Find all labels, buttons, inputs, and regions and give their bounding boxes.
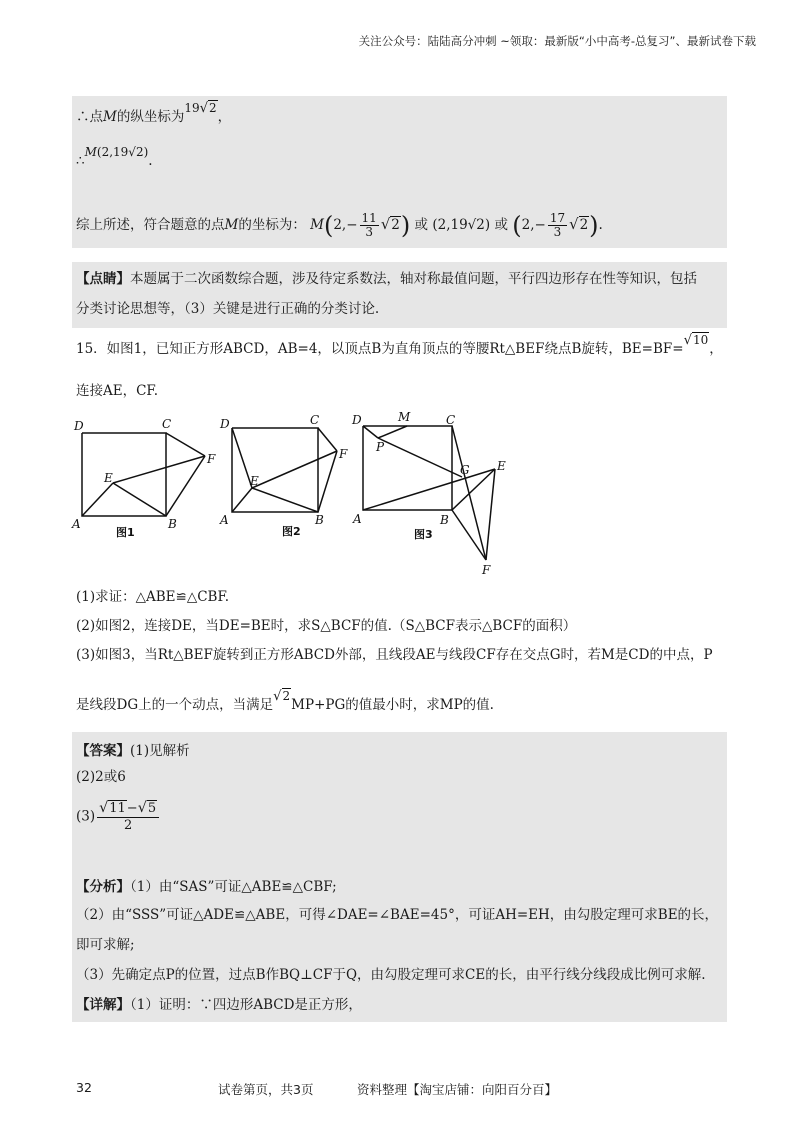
fig2-label-c: C — [310, 413, 320, 427]
fig1-label-e: E — [104, 471, 113, 485]
fig3-label-b: B — [440, 513, 449, 527]
ordinate-text: 的纵坐标为 — [116, 109, 185, 125]
fig2-label-b: B — [315, 513, 324, 527]
detail-line-1: 【详解】（1）证明：∵四边形ABCD是正方形， — [76, 997, 362, 1013]
fig3-label-g: G — [460, 463, 470, 477]
detail-label: 【详解】 — [76, 997, 130, 1013]
point-m-coords: (2,19√2) — [96, 145, 149, 159]
review-line-1: 【点睛】本题属于二次函数综合题，涉及待定系数法，轴对称最值问题，平行四边形存在性等知识，包括 — [76, 271, 697, 287]
fig3-label-c: C — [446, 413, 456, 427]
fig1-label-d: D — [74, 419, 84, 433]
solution-summary: 综上所述，符合题意的点M的坐标为： M(2,− $\frac{11}{3}$ √2) 或 (2,19√2) 或 (2,− $\frac{17}{3}$ √2). — [76, 211, 603, 240]
solution-line-2: ∴M(2,19√2). — [76, 145, 153, 169]
therefore-text: ∴点 — [76, 109, 103, 125]
figure-3 — [351, 410, 506, 577]
answer-line-1: 【答案】(1)见解析 — [76, 743, 190, 759]
review-line-2: 分类讨论思想等，（3）关键是进行正确的分类讨论. — [76, 301, 380, 317]
fig3-label-m: M — [398, 410, 411, 424]
analysis-label: 【分析】 — [76, 879, 130, 895]
question-3a: (3)如图3，当Rt△BEF旋转到正方形ABCD外部，且线段AE与线段CF存在交点G时，若M是CD的中点，P — [76, 647, 713, 663]
ordinate-value: 19√2 — [184, 101, 217, 116]
question-3b: 是线段DG上的一个动点，当满足√2MP+PG的值最小时，求MP的值. — [76, 689, 494, 713]
analysis-line-1: 【分析】（1）由“SAS”可证△ABE≌△CBF; — [76, 879, 337, 895]
fig3-label-e: E — [497, 459, 506, 473]
answer-label: 【答案】 — [76, 743, 130, 759]
question-1: (1)求证：△ABE≌△CBF. — [76, 589, 230, 605]
fig2-caption: 图2 — [282, 525, 301, 538]
answer-line-3: (3) $\frac{√11-√5}{2}$ — [76, 800, 161, 834]
fig2-label-f: F — [339, 447, 348, 461]
review-label: 【点睛】 — [76, 271, 130, 287]
geometry-figures — [70, 408, 540, 578]
fig2-label-d: D — [220, 417, 230, 431]
analysis-line-3: 即可求解; — [76, 937, 135, 953]
fig3-caption: 图3 — [414, 528, 433, 541]
var-m: M — [103, 109, 117, 125]
fig1-label-a: A — [72, 517, 81, 531]
fig1-label-f: F — [207, 452, 216, 466]
problem-line-1: 15．如图1，已知正方形ABCD，AB=4，以顶点B为直角顶点的等腰Rt△BEF绕点B旋转，BE=BF=√10， — [76, 333, 723, 357]
point-m: M — [84, 145, 97, 159]
analysis-line-4: （3）先确定点P的位置，过点B作BQ⊥CF于Q，由勾股定理可求CE的长，由平行线分线段成比例可求解. — [76, 967, 706, 983]
fig1-label-c: C — [162, 417, 172, 431]
solution-point-3: (2,− $\frac{17}{3}$ √2) — [512, 211, 599, 240]
answer-line-2: (2)2或6 — [76, 769, 126, 785]
fig2-label-e: E — [250, 474, 259, 488]
analysis-line-2: （2）由“SSS”可证△ADE≌△ABE，可得∠DAE=∠BAE=45°，可证AH=EH，由勾股定理可求BE的长， — [76, 907, 719, 923]
problem-line-2: 连接AE，CF. — [76, 383, 158, 399]
solution-point-1: M(2,− $\frac{11}{3}$ √2) — [310, 211, 411, 240]
fig3-label-d: D — [352, 413, 362, 427]
fig1-caption: 图1 — [116, 526, 135, 539]
fig3-label-f: F — [482, 563, 491, 577]
fig1-label-b: B — [168, 517, 177, 531]
question-2: (2)如图2，连接DE，当DE=BE时，求S△BCF的值.（S△BCF表示△BCF的面积） — [76, 618, 577, 634]
fig2-label-a: A — [220, 513, 229, 527]
fig3-label-a: A — [353, 512, 362, 526]
fig3-label-p: P — [376, 440, 385, 454]
figure-1 — [71, 417, 216, 539]
solution-point-2: (2,19√2) — [432, 217, 491, 233]
credit-text: 资料整理【淘宝店铺：向阳百分百】 — [357, 1082, 558, 1097]
page-info: 试卷第页，共3页 — [218, 1082, 314, 1097]
solution-line-1: ∴点M的纵坐标为19√2， — [76, 101, 232, 125]
figure-2 — [219, 413, 348, 538]
page-number: 32 — [76, 1080, 92, 1095]
page-header: 关注公众号：陆陆高分冲刺 ~领取：最新版“小中高考-总复习”、最新试卷下载 — [358, 34, 756, 48]
